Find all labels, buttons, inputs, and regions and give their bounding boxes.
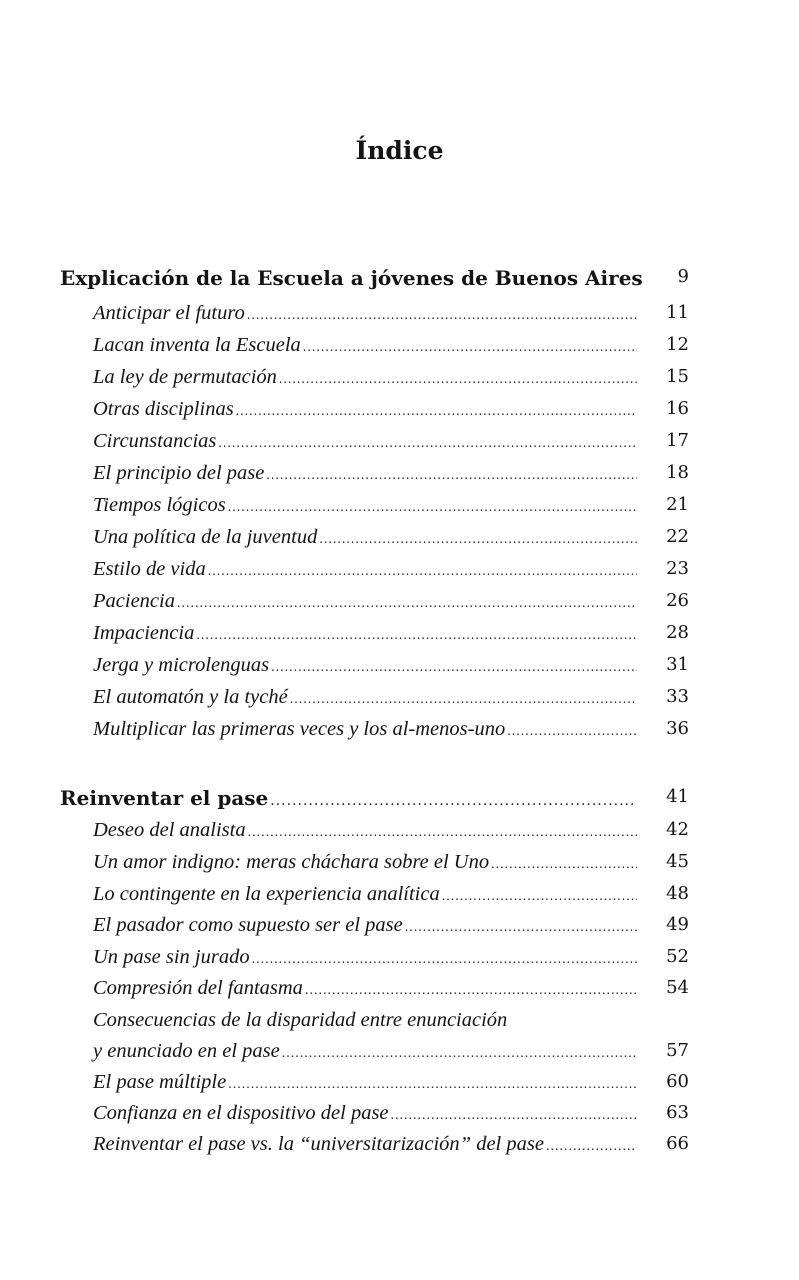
page-number: 9 <box>677 266 689 287</box>
dot-leader <box>546 1139 637 1155</box>
dot-leader <box>271 660 637 676</box>
page-number: 66 <box>666 1133 689 1154</box>
page-number: 48 <box>666 883 689 904</box>
toc-entry[interactable] <box>93 883 689 913</box>
dot-leader <box>252 952 637 968</box>
entry-label: El principio del pase <box>93 462 265 484</box>
entry-label: Circunstancias <box>93 430 217 452</box>
dot-leader <box>228 500 637 516</box>
page-number: 16 <box>666 398 689 419</box>
entry-label: Multiplicar las primeras veces y los al-menos-uno <box>93 718 506 740</box>
dot-leader <box>218 436 637 452</box>
entry-label-continuation: y enunciado en el pase <box>93 1040 280 1062</box>
dot-leader <box>266 468 637 484</box>
dot-leader <box>319 532 637 548</box>
entry-label: El pasador como supuesto ser el pase <box>93 914 403 936</box>
entry-label: Otras disciplinas <box>93 398 234 420</box>
dot-leader <box>290 692 637 708</box>
toc-entry[interactable] <box>93 914 689 944</box>
page-number: 17 <box>666 430 689 451</box>
dot-leader <box>177 596 637 612</box>
toc-entry[interactable] <box>93 718 689 748</box>
page-number: 49 <box>666 914 689 935</box>
entry-label: Consecuencias de la disparidad entre enunciación <box>93 1009 508 1031</box>
toc-entry[interactable] <box>93 851 689 881</box>
toc-section-2[interactable] <box>60 786 689 816</box>
dot-leader <box>442 889 637 905</box>
page-number: 26 <box>666 590 689 611</box>
entry-label: Deseo del analista <box>93 819 246 841</box>
dot-leader <box>270 793 637 809</box>
dot-leader <box>247 308 637 324</box>
page-number: 23 <box>666 558 689 579</box>
page-number: 28 <box>666 622 689 643</box>
dot-leader <box>507 724 637 740</box>
page-number: 41 <box>666 786 689 807</box>
page-number: 12 <box>666 334 689 355</box>
page-number: 60 <box>666 1071 689 1092</box>
toc-section-1[interactable] <box>60 266 689 296</box>
toc-entry[interactable] <box>93 398 689 428</box>
entry-label: Reinventar el pase vs. la “universitarización” del pase <box>93 1133 544 1155</box>
section-title: Reinventar el pase <box>60 786 269 810</box>
dot-leader <box>208 564 637 580</box>
dot-leader <box>279 372 637 388</box>
toc-entry[interactable] <box>93 1071 689 1101</box>
toc-entry[interactable] <box>93 494 689 524</box>
entry-label: Una política de la juventud <box>93 526 318 548</box>
page-number: 45 <box>666 851 689 872</box>
dot-leader <box>391 1108 637 1124</box>
entry-label: La ley de permutación <box>93 366 277 388</box>
entry-label: Paciencia <box>93 590 175 612</box>
toc-entry[interactable] <box>93 654 689 684</box>
toc-entry[interactable] <box>93 334 689 364</box>
toc-entry[interactable] <box>93 686 689 716</box>
page-number: 15 <box>666 366 689 387</box>
entry-label: Confianza en el dispositivo del pase <box>93 1102 389 1124</box>
entry-label: Lacan inventa la Escuela <box>93 334 301 356</box>
toc-entry[interactable] <box>93 946 689 976</box>
entry-label: Un amor indigno: meras cháchara sobre el Uno <box>93 851 490 873</box>
page-number: 57 <box>666 1040 689 1061</box>
entry-label: Estilo de vida <box>93 558 206 580</box>
dot-leader <box>491 857 637 873</box>
toc-entry[interactable] <box>93 526 689 556</box>
dot-leader <box>282 1046 637 1062</box>
entry-label: Compresión del fantasma <box>93 977 303 999</box>
entry-label: Tiempos lógicos <box>93 494 226 516</box>
entry-label: Impaciencia <box>93 622 195 644</box>
toc-entry[interactable] <box>93 1133 689 1163</box>
entry-label: Lo contingente en la experiencia analítica <box>93 883 440 905</box>
toc-entry[interactable] <box>93 622 689 652</box>
toc-entry[interactable] <box>93 366 689 396</box>
page-number: 63 <box>666 1102 689 1123</box>
toc-entry[interactable] <box>93 977 689 1007</box>
toc-entry[interactable] <box>93 590 689 620</box>
page-number: 18 <box>666 462 689 483</box>
toc-entry[interactable] <box>93 302 689 332</box>
page-number: 54 <box>666 977 689 998</box>
dot-leader <box>196 628 637 644</box>
entry-label: El pase múltiple <box>93 1071 227 1093</box>
toc-entry[interactable] <box>93 1102 689 1132</box>
page-number: 22 <box>666 526 689 547</box>
toc-entry[interactable] <box>93 462 689 492</box>
toc-entry[interactable] <box>93 558 689 588</box>
dot-leader <box>303 340 637 356</box>
dot-leader <box>236 404 637 420</box>
page-number: 21 <box>666 494 689 515</box>
dot-leader <box>228 1077 637 1093</box>
page-number: 42 <box>666 819 689 840</box>
dot-leader <box>405 920 637 936</box>
entry-label: Un pase sin jurado <box>93 946 250 968</box>
page-number: 36 <box>666 718 689 739</box>
entry-label: Jerga y microlenguas <box>93 654 270 676</box>
page-number: 52 <box>666 946 689 967</box>
entry-label: Anticipar el futuro <box>93 302 245 324</box>
toc-entry[interactable] <box>93 1040 689 1070</box>
entry-label: El automatón y la tyché <box>93 686 288 708</box>
page-number: 11 <box>666 302 689 323</box>
page-number: 33 <box>666 686 689 707</box>
dot-leader <box>305 983 637 999</box>
toc-entry[interactable] <box>93 430 689 460</box>
toc-entry[interactable] <box>93 819 689 849</box>
section-title: Explicación de la Escuela a jóvenes de Buenos Aires <box>60 266 643 290</box>
toc-entry-first-line[interactable] <box>93 1009 640 1032</box>
dot-leader <box>248 825 637 841</box>
page-title: Índice <box>355 136 444 165</box>
page-number: 31 <box>666 654 689 675</box>
